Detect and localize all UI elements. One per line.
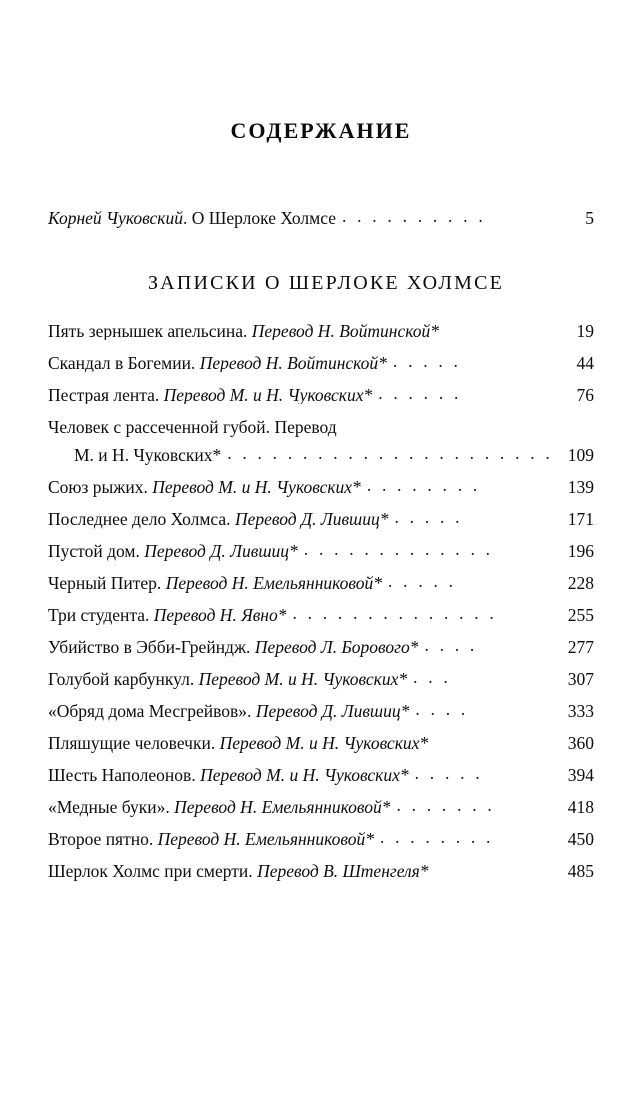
toc-entry-title: Шерлок Холмс при смерти. [48,863,258,881]
toc-entry-label [48,863,429,881]
toc-entry-title: Второе пятно. [48,831,158,849]
toc-entry-label [48,355,387,373]
toc-entry-title: Пестрая лента. [48,386,164,404]
toc-entry-leader-dots: . . . . . . . . [366,477,481,495]
toc-entry-title: Черный Питер. [48,575,166,593]
toc-entry-leader-dots: . . . . . . . . . . . . . . . . . . . . . . [227,445,553,463]
toc-entry-translator-part1: Перевод [274,416,337,437]
toc-entry-translator: Перевод Д. Лившиц* [234,511,389,529]
toc-entry-title: О Шерлоке Холмсе [191,210,336,228]
toc-entry-translator: Перевод М. и Н. Чуковских* [219,735,429,753]
toc-entry-label [48,831,374,849]
toc-entry-label [48,735,428,753]
toc-entry-translator: Перевод Н. Явно* [153,607,287,625]
toc-entry-14[interactable] [48,831,594,849]
toc-entry-page-number: 485 [567,861,594,881]
toc-entry-translator: Перевод Н. Емельянниковой* [174,799,391,817]
toc-entry-label [48,210,336,228]
toc-entry-leader-dots: . . . . . . . [396,797,495,815]
toc-entry-11[interactable] [48,735,594,753]
toc-entry-title: Убийство в Эбби-Грейндж. [48,639,255,657]
toc-entry-label [48,799,390,817]
toc-entry-leader-dots: . . . . . . . . . . . . . . [292,605,497,623]
toc-entry-label [48,575,382,593]
toc-entry-translator: Перевод Н. Емельянниковой* [157,831,374,849]
toc-entry-page-number: 76 [576,384,594,405]
toc-entry-title: Последнее дело Холмса. [48,511,235,529]
toc-entry-label [48,607,286,625]
toc-entry-label [48,479,361,497]
toc-entry-leader-dots: . . . . [424,637,478,655]
toc-entry-title: Голубой карбункул. [48,671,199,689]
toc-entry-leader-dots: . . . . . [394,509,463,527]
toc-entry-1[interactable] [48,352,594,373]
toc-entry-intro[interactable] [48,210,594,228]
toc-entry-title: Шесть Наполеонов. [48,767,201,785]
toc-entry-title: «Медные буки». [48,799,175,817]
toc-entry-translator: Перевод Л. Борового* [254,639,419,657]
toc-entry-page-number: 394 [567,765,594,785]
toc-entry-page-number: 307 [567,669,594,689]
toc-entry-title: «Обряд дома Месгрейвов». [48,703,256,721]
toc-entry-label [48,416,594,437]
toc-entry-15[interactable] [48,863,594,881]
toc-entry-page-number: 333 [567,701,594,721]
toc-entry-translator: Перевод М. и Н. Чуковских* [152,479,361,497]
toc-entry-title: Пять зернышек апельсина. [48,322,252,340]
toc-entry-translator: Перевод Д. Лившиц* [255,703,410,721]
toc-entry-9[interactable] [48,671,594,689]
toc-entry-leader-dots: . . . . . . [378,384,462,402]
toc-entry-leader-dots: . . . . . . . . . . [341,208,486,226]
toc-entry-label [48,703,409,721]
toc-entry-title: Три студента. [48,607,154,625]
toc-entry-translator: Перевод Н. Войтинской* [199,354,387,372]
toc-entry-6[interactable] [48,575,594,593]
toc-entry-label [48,767,409,785]
toc-entry-page-number: 228 [567,573,594,593]
toc-entry-10[interactable] [48,703,594,721]
toc-entry-translator: Перевод Д. Лившиц* [144,543,298,561]
toc-entry-label [48,387,372,405]
toc-entry-leader-dots: . . . . . . . . [379,829,494,847]
toc-entry-continuation [48,447,594,465]
toc-entry-label [48,323,439,341]
toc-entry-author: Корней Чуковский [48,210,183,228]
toc-entry-title: Пляшущие человечки. [48,735,220,753]
section-heading: ЗАПИСКИ О ШЕРЛОКЕ ХОЛМСЕ [147,271,505,294]
toc-entry-3[interactable] [48,479,594,497]
toc-entry-translator: Перевод В. Штенгеля* [257,863,429,881]
toc-entry-12[interactable] [48,767,594,785]
toc-entry-translator: Перевод М. и Н. Чуковских* [198,671,408,689]
toc-entry-page-number: 360 [567,733,594,753]
toc-entry-4[interactable] [48,511,594,529]
toc-entry-leader-dots: . . . . . [392,352,462,370]
toc-entry-wrapped[interactable] [48,416,594,465]
toc-entry-2[interactable] [48,384,594,405]
toc-entry-page-number: 5 [585,208,594,228]
toc-entry-page-number: 44 [576,352,594,373]
toc-entry-separator: . [182,210,192,228]
toc-entry-leader-dots: . . . . . [414,765,483,783]
toc-entry-translator: Перевод Н. Емельянниковой* [165,575,383,593]
toc-entry-title: Союз рыжих. [48,479,153,497]
toc-entry-label [48,543,298,561]
toc-entry-leader-dots: . . . . . . . . . . . . . [303,541,494,559]
toc-page [0,118,642,1118]
toc-entry-page-number: 196 [567,541,594,561]
toc-entry-translator-part2: М. и Н. Чуковских* [74,447,222,465]
toc-entry-label [48,639,418,657]
page-title: СОДЕРЖАНИЕ [230,118,412,143]
toc-entry-label [48,511,389,529]
toc-entry-translator: Перевод Н. Войтинской* [251,322,439,340]
toc-entry-title: Пустой дом. [48,543,145,561]
toc-entry-page-number: 109 [567,445,594,465]
toc-entry-page-number: 255 [567,605,594,625]
toc-entry-page-number: 139 [567,477,594,497]
toc-entry-label [48,671,407,689]
toc-entry-title: Человек с рассеченной губой. [48,416,275,437]
toc-entry-page-number: 418 [567,797,594,817]
toc-entry-page-number: 171 [567,509,594,529]
toc-entry-page-number: 277 [567,637,594,657]
toc-entry-5[interactable] [48,543,594,561]
toc-entry-leader-dots: . . . . . [388,573,457,591]
toc-entry-page-number: 450 [567,829,594,849]
toc-entry-title: Скандал в Богемии. [48,354,200,372]
toc-entry-0[interactable] [48,320,594,341]
toc-entry-page-number: 19 [576,320,594,341]
toc-entry-leader-dots: . . . [413,669,452,687]
toc-entry-7[interactable] [48,607,594,625]
intro-entry-block [48,210,594,228]
toc-entry-8[interactable] [48,639,594,657]
toc-entry-translator: Перевод М. и Н. Чуковских* [200,767,409,785]
toc-entry-leader-dots: . . . . [415,701,469,719]
toc-entry-13[interactable] [48,799,594,817]
toc-entry-translator: Перевод М. и Н. Чуковских* [163,386,373,404]
